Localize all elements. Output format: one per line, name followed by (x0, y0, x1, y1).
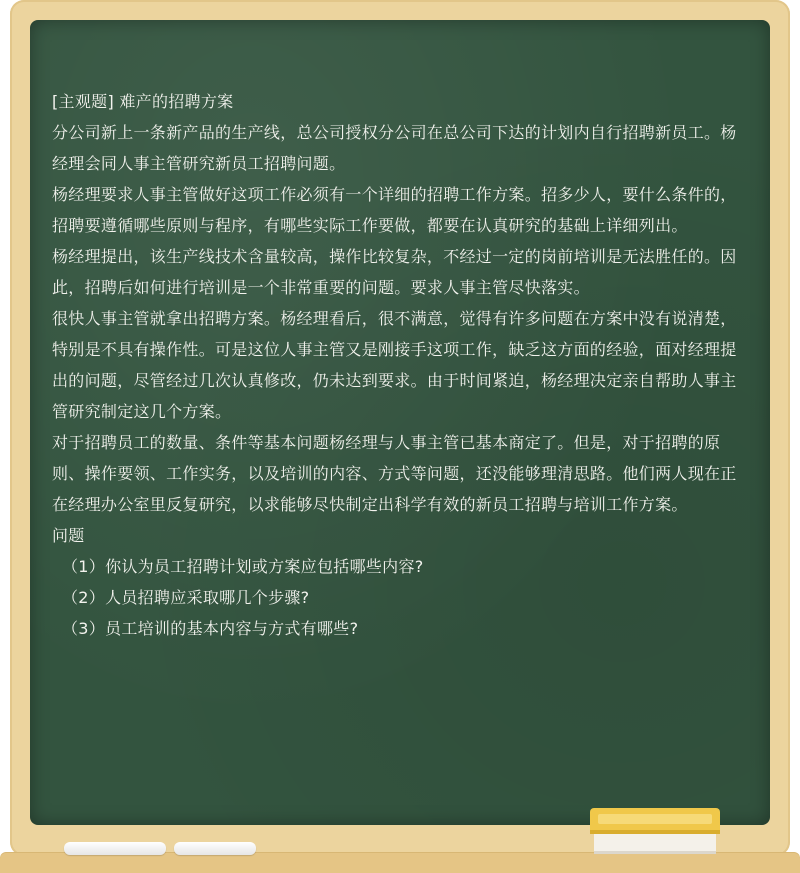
question-item: （2）人员招聘应采取哪几个步骤? (62, 588, 310, 607)
question-item: （3）员工培训的基本内容与方式有哪些? (62, 619, 359, 638)
chalk-stick (64, 842, 166, 855)
question-content (52, 86, 744, 644)
paragraph: 杨经理要求人事主管做好这项工作必须有一个详细的招聘工作方案。招多少人，要什么条件的，招聘要遵循哪些原则与程序，有哪些实际工作要做，都要在认真研究的基础上详细列出。 (52, 185, 737, 235)
paragraph: 对于招聘员工的数量、条件等基本问题杨经理与人事主管已基本商定了。但是，对于招聘的原则、操作要领、工作实务，以及培训的内容、方式等问题，还没能够理清思路。他们两人现在正在经理办公室里反复研究，以求能够尽快制定出科学有效的新员工招聘与培训工作方案。 (52, 433, 737, 514)
paragraph: 杨经理提出，该生产线技术含量较高，操作比较复杂，不经过一定的岗前培训是无法胜任的。因此，招聘后如何进行培训是一个非常重要的问题。要求人事主管尽快落实。 (52, 247, 737, 297)
eraser-icon (590, 808, 720, 854)
chalk-tray (0, 853, 800, 873)
questions-label: 问题 (52, 526, 85, 545)
question-list (52, 551, 744, 644)
paragraph: 分公司新上一条新产品的生产线，总公司授权分公司在总公司下达的计划内自行招聘新员工。杨经理会同人事主管研究新员工招聘问题。 (52, 123, 737, 173)
question-item: （1）你认为员工招聘计划或方案应包括哪些内容? (62, 557, 424, 576)
question-title: [主观题] 难产的招聘方案 (52, 92, 234, 111)
paragraph: 很快人事主管就拿出招聘方案。杨经理看后，很不满意，觉得有许多问题在方案中没有说清楚，特别是不具有操作性。可是这位人事主管又是刚接手这项工作，缺乏这方面的经验，面对经理提出的问题，尽管经过几次认真修改，仍未达到要求。由于时间紧迫，杨经理决定亲自帮助人事主管研究制定这几个方案。 (52, 309, 737, 421)
chalk-stick (174, 842, 256, 855)
